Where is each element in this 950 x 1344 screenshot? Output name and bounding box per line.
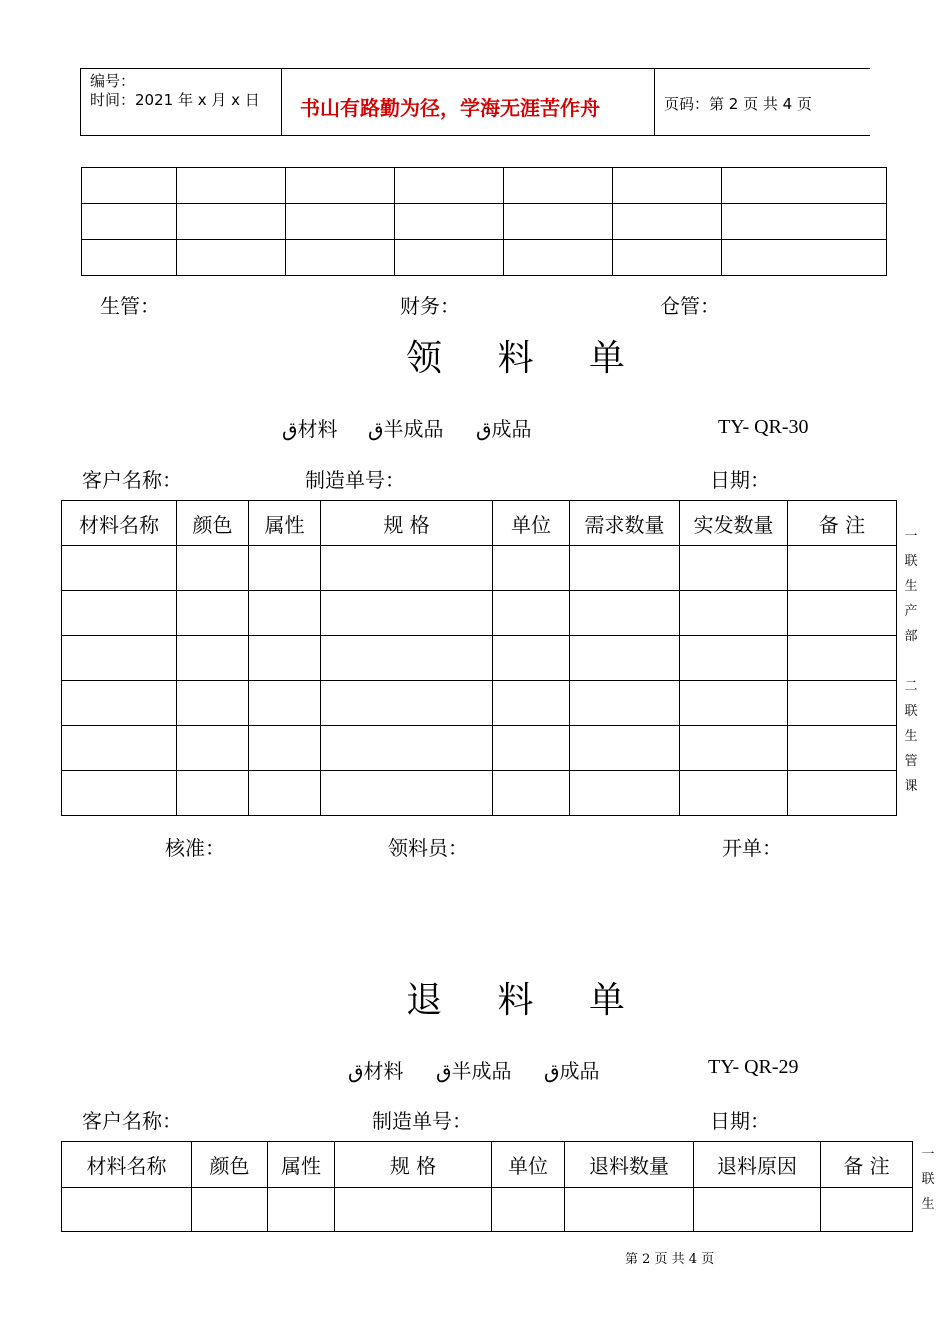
- column-header: 需求数量: [570, 501, 680, 546]
- table-cell[interactable]: [177, 726, 249, 771]
- table-row: [82, 240, 887, 276]
- side-note-char: 生: [904, 579, 918, 594]
- table-cell[interactable]: [395, 168, 504, 204]
- table-row: [62, 636, 897, 681]
- column-header: 备 注: [821, 1142, 913, 1188]
- table-cell[interactable]: [395, 204, 504, 240]
- manufacturing-order-label: 制造单号：: [372, 1109, 472, 1133]
- customer-name-label: 客户名称：: [82, 468, 182, 492]
- document-time-label: 时间：2021 年 x 月 x 日: [90, 91, 260, 109]
- side-note-char: 一: [921, 1147, 935, 1162]
- date-label: 日期：: [710, 1109, 770, 1133]
- table-cell[interactable]: [249, 726, 321, 771]
- table-cell[interactable]: [395, 240, 504, 276]
- production-control-signature: 生管：: [100, 294, 160, 318]
- table-cell[interactable]: [493, 681, 570, 726]
- table-cell[interactable]: [177, 591, 249, 636]
- side-note-char: 生: [904, 729, 918, 744]
- option-material: ق材料: [282, 417, 338, 441]
- column-header: 单位: [492, 1142, 565, 1188]
- previous-form-table: [81, 167, 887, 276]
- table-cell[interactable]: [680, 636, 788, 681]
- table-cell[interactable]: [694, 1188, 821, 1232]
- column-header: 退料原因: [694, 1142, 821, 1188]
- table-cell[interactable]: [570, 681, 680, 726]
- table-cell[interactable]: [613, 240, 722, 276]
- table-cell[interactable]: [268, 1188, 335, 1232]
- customer-name-label: 客户名称：: [82, 1109, 182, 1133]
- option-material: ق材料: [348, 1059, 404, 1083]
- table-cell[interactable]: [62, 636, 177, 681]
- column-header: 颜色: [177, 501, 249, 546]
- table-cell[interactable]: [570, 591, 680, 636]
- option-semi-finished: ق半成品: [368, 417, 444, 441]
- table-cell[interactable]: [321, 681, 493, 726]
- header-bottom-rule: [80, 135, 870, 136]
- table-cell[interactable]: [321, 591, 493, 636]
- table-cell[interactable]: [570, 636, 680, 681]
- table-cell[interactable]: [62, 591, 177, 636]
- table-cell[interactable]: [788, 726, 897, 771]
- return-slip-table: [61, 1141, 913, 1232]
- table-cell[interactable]: [335, 1188, 492, 1232]
- column-header: 备 注: [788, 501, 897, 546]
- table-cell[interactable]: [321, 546, 493, 591]
- table-cell[interactable]: [613, 204, 722, 240]
- table-cell[interactable]: [177, 636, 249, 681]
- column-header: 规 格: [335, 1142, 492, 1188]
- table-cell[interactable]: [493, 726, 570, 771]
- table-cell[interactable]: [492, 1188, 565, 1232]
- table-cell[interactable]: [62, 771, 177, 816]
- side-note-char: 生: [921, 1197, 935, 1212]
- approver-label: 核准：: [165, 836, 225, 860]
- table-cell[interactable]: [565, 1188, 694, 1232]
- table-cell[interactable]: [82, 204, 177, 240]
- column-header: 规 格: [321, 501, 493, 546]
- return-form-code: TY- QR-29: [708, 1056, 799, 1078]
- table-cell[interactable]: [570, 546, 680, 591]
- table-cell[interactable]: [821, 1188, 913, 1232]
- side-note-char: 联: [921, 1172, 935, 1187]
- return-slip-title: 退 料 单: [406, 980, 647, 1021]
- column-header: 实发数量: [680, 501, 788, 546]
- table-row: [62, 681, 897, 726]
- table-cell[interactable]: [249, 771, 321, 816]
- table-cell[interactable]: [680, 546, 788, 591]
- table-cell[interactable]: [62, 1188, 192, 1232]
- table-cell[interactable]: [249, 591, 321, 636]
- table-cell[interactable]: [177, 204, 286, 240]
- table-cell[interactable]: [286, 168, 395, 204]
- requisition-title: 领 料 单: [406, 338, 647, 379]
- requisition-table: [61, 500, 897, 816]
- table-cell[interactable]: [680, 591, 788, 636]
- table-cell[interactable]: [788, 546, 897, 591]
- table-cell[interactable]: [788, 771, 897, 816]
- table-cell[interactable]: [613, 168, 722, 204]
- document-number-label: 编号：: [90, 72, 136, 90]
- return-header-row: [62, 1142, 913, 1188]
- option-semi-finished: ق半成品: [436, 1059, 512, 1083]
- table-cell[interactable]: [680, 771, 788, 816]
- table-cell[interactable]: [321, 636, 493, 681]
- date-label: 日期：: [710, 468, 770, 492]
- table-cell[interactable]: [321, 771, 493, 816]
- table-row: [62, 591, 897, 636]
- picker-label: 领料员：: [388, 836, 468, 860]
- table-cell[interactable]: [177, 168, 286, 204]
- table-cell[interactable]: [286, 240, 395, 276]
- table-cell[interactable]: [249, 636, 321, 681]
- side-note-char: 联: [904, 704, 918, 719]
- table-cell[interactable]: [493, 636, 570, 681]
- table-cell[interactable]: [788, 636, 897, 681]
- table-cell[interactable]: [722, 204, 887, 240]
- side-note-char: 管: [904, 754, 918, 769]
- header-left-border: [80, 68, 81, 136]
- column-header: 材料名称: [62, 1142, 192, 1188]
- table-cell[interactable]: [82, 168, 177, 204]
- table-cell[interactable]: [192, 1188, 268, 1232]
- table-cell[interactable]: [722, 240, 887, 276]
- table-cell[interactable]: [177, 681, 249, 726]
- header-top-rule: [80, 68, 870, 69]
- column-header: 材料名称: [62, 501, 177, 546]
- table-cell[interactable]: [62, 546, 177, 591]
- table-cell[interactable]: [493, 546, 570, 591]
- side-note-char: 产: [904, 604, 918, 619]
- table-row: [62, 771, 897, 816]
- table-cell[interactable]: [249, 681, 321, 726]
- table-cell[interactable]: [62, 681, 177, 726]
- table-cell[interactable]: [177, 546, 249, 591]
- column-header: 属性: [249, 501, 321, 546]
- warehouse-signature: 仓管：: [660, 294, 720, 318]
- table-cell[interactable]: [570, 726, 680, 771]
- table-cell[interactable]: [504, 168, 613, 204]
- column-header: 属性: [268, 1142, 335, 1188]
- table-cell[interactable]: [493, 591, 570, 636]
- side-note-char: 联: [904, 554, 918, 569]
- manufacturing-order-label: 制造单号：: [305, 468, 405, 492]
- page-footer: 第 2 页 共 4 页: [625, 1252, 715, 1267]
- table-cell[interactable]: [788, 681, 897, 726]
- table-cell[interactable]: [788, 591, 897, 636]
- table-cell[interactable]: [504, 240, 613, 276]
- column-header: 退料数量: [565, 1142, 694, 1188]
- table-cell[interactable]: [249, 546, 321, 591]
- header-divider-2: [654, 68, 655, 136]
- table-row: [82, 204, 887, 240]
- table-cell[interactable]: [177, 240, 286, 276]
- requisition-copy-note: [903, 524, 919, 799]
- table-cell[interactable]: [82, 240, 177, 276]
- table-row: [82, 168, 887, 204]
- header-divider-1: [281, 68, 282, 136]
- side-note-char: 课: [904, 779, 918, 794]
- table-cell[interactable]: [321, 726, 493, 771]
- table-cell[interactable]: [680, 681, 788, 726]
- page-indicator: 页码：第 2 页 共 4 页: [664, 95, 812, 113]
- return-copy-note: [920, 1142, 936, 1217]
- requisition-header-row: [62, 501, 897, 546]
- table-cell[interactable]: [504, 204, 613, 240]
- requisition-form-code: TY- QR-30: [718, 416, 809, 438]
- table-cell[interactable]: [722, 168, 887, 204]
- table-cell[interactable]: [570, 771, 680, 816]
- table-cell[interactable]: [286, 204, 395, 240]
- side-note-char: 部: [904, 629, 918, 644]
- table-cell[interactable]: [680, 726, 788, 771]
- option-finished: ق成品: [544, 1059, 600, 1083]
- side-note-char: 二: [904, 679, 918, 694]
- table-row: [62, 546, 897, 591]
- issuer-label: 开单：: [722, 836, 782, 860]
- column-header: 单位: [493, 501, 570, 546]
- side-note-char: 一: [904, 529, 918, 544]
- column-header: 颜色: [192, 1142, 268, 1188]
- option-finished: ق成品: [476, 417, 532, 441]
- table-row: [62, 1188, 913, 1232]
- table-cell[interactable]: [62, 726, 177, 771]
- table-row: [62, 726, 897, 771]
- table-cell[interactable]: [493, 771, 570, 816]
- finance-signature: 财务：: [400, 294, 460, 318]
- side-note-char: [903, 649, 919, 674]
- table-cell[interactable]: [177, 771, 249, 816]
- header-motto: 书山有路勤为径，学海无涯苦作舟: [300, 96, 600, 120]
